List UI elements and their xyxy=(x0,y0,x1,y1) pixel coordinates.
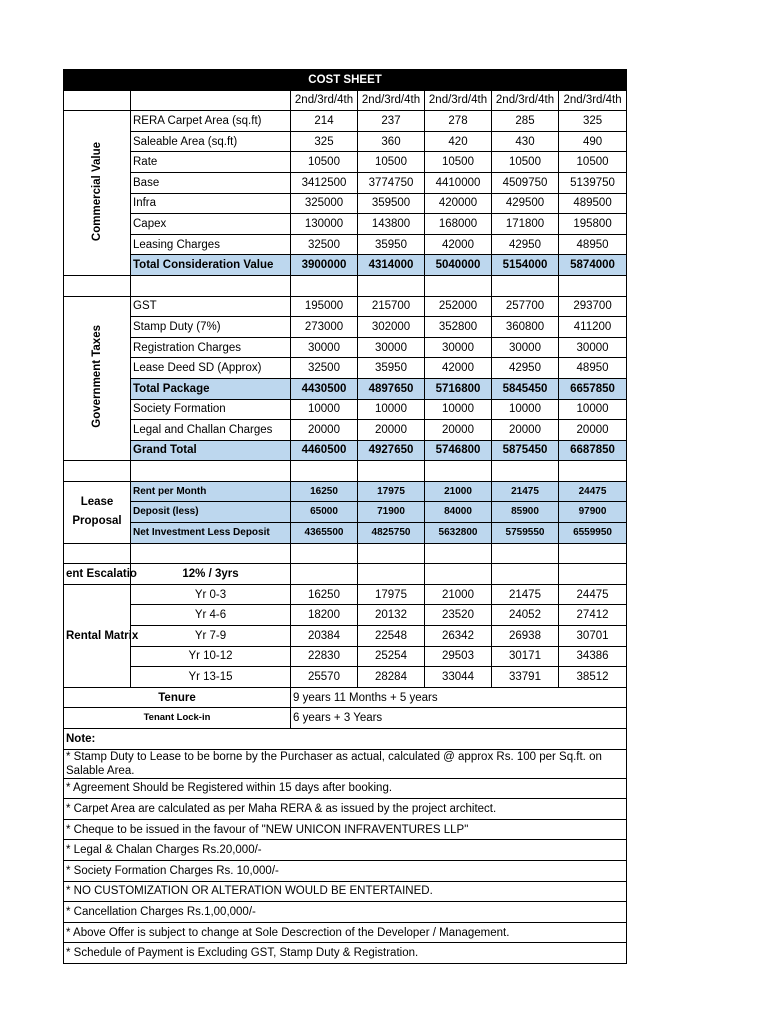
grand-total-row xyxy=(64,440,627,461)
value-cell: 23520 xyxy=(425,605,492,626)
value-cell: 24052 xyxy=(492,605,559,626)
value-cell: 25570 xyxy=(291,667,358,688)
note-row xyxy=(64,749,627,778)
value-cell: 28284 xyxy=(358,667,425,688)
value-cell: 4460500 xyxy=(291,440,358,461)
empty-cell xyxy=(559,543,627,564)
value-cell: 6687850 xyxy=(559,440,627,461)
value-cell: 5040000 xyxy=(425,255,492,276)
row-label: Registration Charges xyxy=(131,337,291,358)
note-item: * Cheque to be issued in the favour of "NEW UNICON INFRAVENTURES LLP" xyxy=(64,819,627,840)
row-label: Society Formation xyxy=(131,399,291,420)
value-cell: 6559950 xyxy=(559,523,627,544)
value-cell: 10500 xyxy=(291,152,358,173)
empty-cell xyxy=(358,543,425,564)
row-label: Yr 13-15 xyxy=(131,667,291,688)
empty-cell xyxy=(131,275,291,296)
value-cell: 84000 xyxy=(425,502,492,523)
note-item: * Agreement Should be Registered within 15 days after booking. xyxy=(64,778,627,799)
tenure-label: Tenure xyxy=(64,687,291,708)
value-cell: 30701 xyxy=(559,626,627,647)
column-header: 2nd/3rd/4th xyxy=(425,90,492,111)
total-package-row xyxy=(64,378,627,399)
value-cell: 21000 xyxy=(425,584,492,605)
escalation-value: 12% / 3yrs xyxy=(131,564,291,585)
value-cell: 20000 xyxy=(425,420,492,441)
note-item: * Above Offer is subject to change at Sole Descrection of the Developer / Management. xyxy=(64,922,627,943)
empty-cell xyxy=(492,543,559,564)
value-cell: 5632800 xyxy=(425,523,492,544)
value-cell: 4927650 xyxy=(358,440,425,461)
empty-cell xyxy=(64,275,131,296)
value-cell: 285 xyxy=(492,111,559,132)
other-charges-row xyxy=(64,399,627,420)
value-cell: 6657850 xyxy=(559,378,627,399)
value-cell: 17975 xyxy=(358,584,425,605)
empty-cell xyxy=(492,275,559,296)
row-label: RERA Carpet Area (sq.ft) xyxy=(131,111,291,132)
value-cell: 360800 xyxy=(492,317,559,338)
value-cell: 16250 xyxy=(291,481,358,502)
value-cell: 10500 xyxy=(358,152,425,173)
value-cell: 85900 xyxy=(492,502,559,523)
tenure-row xyxy=(64,687,627,708)
row-label: Yr 10-12 xyxy=(131,646,291,667)
empty-cell xyxy=(291,564,358,585)
value-cell: 3900000 xyxy=(291,255,358,276)
row-label: Yr 0-3 xyxy=(131,584,291,605)
value-cell: 4825750 xyxy=(358,523,425,544)
row-label: Legal and Challan Charges xyxy=(131,420,291,441)
value-cell: 33044 xyxy=(425,667,492,688)
header-row xyxy=(64,90,627,111)
government-row xyxy=(64,296,627,317)
empty-cell xyxy=(358,275,425,296)
rental-matrix-row xyxy=(64,584,627,605)
value-cell: 16250 xyxy=(291,584,358,605)
value-cell: 5875450 xyxy=(492,440,559,461)
empty-cell xyxy=(64,90,131,111)
value-cell: 20000 xyxy=(492,420,559,441)
lease-row xyxy=(64,502,627,523)
blank-row xyxy=(64,275,627,296)
value-cell: 21475 xyxy=(492,584,559,605)
row-label: Deposit (less) xyxy=(131,502,291,523)
row-label: Grand Total xyxy=(131,440,291,461)
empty-cell xyxy=(291,275,358,296)
value-cell: 24475 xyxy=(559,481,627,502)
value-cell: 489500 xyxy=(559,193,627,214)
value-cell: 10000 xyxy=(358,399,425,420)
lockin-label: Tenant Lock-in xyxy=(64,708,291,729)
value-cell: 38512 xyxy=(559,667,627,688)
note-row xyxy=(64,819,627,840)
value-cell: 27412 xyxy=(559,605,627,626)
empty-cell xyxy=(131,543,291,564)
column-header: 2nd/3rd/4th xyxy=(559,90,627,111)
rental-matrix-row xyxy=(64,605,627,626)
value-cell: 20000 xyxy=(559,420,627,441)
value-cell: 48950 xyxy=(559,234,627,255)
value-cell: 5759550 xyxy=(492,523,559,544)
row-label: Saleable Area (sq.ft) xyxy=(131,131,291,152)
value-cell: 278 xyxy=(425,111,492,132)
commercial-row xyxy=(64,234,627,255)
rental-matrix-row xyxy=(64,646,627,667)
value-cell: 97900 xyxy=(559,502,627,523)
row-label: Capex xyxy=(131,214,291,235)
empty-cell xyxy=(291,461,358,482)
value-cell: 25254 xyxy=(358,646,425,667)
value-cell: 20000 xyxy=(358,420,425,441)
empty-cell xyxy=(559,461,627,482)
note-row xyxy=(64,799,627,820)
commercial-row xyxy=(64,214,627,235)
value-cell: 4410000 xyxy=(425,172,492,193)
escalation-row xyxy=(64,564,627,585)
value-cell: 30000 xyxy=(358,337,425,358)
lockin-value: 6 years + 3 Years xyxy=(291,708,627,729)
value-cell: 430 xyxy=(492,131,559,152)
value-cell: 71900 xyxy=(358,502,425,523)
value-cell: 35950 xyxy=(358,234,425,255)
empty-cell xyxy=(492,461,559,482)
empty-cell xyxy=(358,564,425,585)
value-cell: 30000 xyxy=(425,337,492,358)
value-cell: 32500 xyxy=(291,234,358,255)
value-cell: 195000 xyxy=(291,296,358,317)
value-cell: 30171 xyxy=(492,646,559,667)
value-cell: 26342 xyxy=(425,626,492,647)
note-row xyxy=(64,840,627,861)
rental-matrix-row xyxy=(64,667,627,688)
row-label: Base xyxy=(131,172,291,193)
value-cell: 29503 xyxy=(425,646,492,667)
value-cell: 22548 xyxy=(358,626,425,647)
row-label: Lease Deed SD (Approx) xyxy=(131,358,291,379)
rental-matrix-label: Rental Matrix xyxy=(64,584,131,687)
value-cell: 17975 xyxy=(358,481,425,502)
value-cell: 10000 xyxy=(492,399,559,420)
value-cell: 214 xyxy=(291,111,358,132)
commercial-row xyxy=(64,172,627,193)
note-row xyxy=(64,778,627,799)
value-cell: 293700 xyxy=(559,296,627,317)
blank-row xyxy=(64,461,627,482)
empty-cell xyxy=(425,543,492,564)
value-cell: 4314000 xyxy=(358,255,425,276)
value-cell: 42950 xyxy=(492,234,559,255)
note-row xyxy=(64,902,627,923)
value-cell: 10500 xyxy=(559,152,627,173)
note-item: * Schedule of Payment is Excluding GST, Stamp Duty & Registration. xyxy=(64,943,627,964)
value-cell: 26938 xyxy=(492,626,559,647)
commercial-row xyxy=(64,131,627,152)
value-cell: 42000 xyxy=(425,358,492,379)
value-cell: 5139750 xyxy=(559,172,627,193)
note-item: * Society Formation Charges Rs. 10,000/- xyxy=(64,860,627,881)
empty-cell xyxy=(64,543,131,564)
commercial-section-label xyxy=(64,111,131,276)
empty-cell xyxy=(291,543,358,564)
value-cell: 4430500 xyxy=(291,378,358,399)
value-cell: 5716800 xyxy=(425,378,492,399)
row-label: Stamp Duty (7%) xyxy=(131,317,291,338)
note-row xyxy=(64,860,627,881)
value-cell: 33791 xyxy=(492,667,559,688)
value-cell: 35950 xyxy=(358,358,425,379)
value-cell: 32500 xyxy=(291,358,358,379)
value-cell: 168000 xyxy=(425,214,492,235)
value-cell: 5874000 xyxy=(559,255,627,276)
value-cell: 10000 xyxy=(559,399,627,420)
commercial-section-label-text: Commercial Value xyxy=(91,141,103,241)
value-cell: 325 xyxy=(291,131,358,152)
row-label: Yr 4-6 xyxy=(131,605,291,626)
value-cell: 4509750 xyxy=(492,172,559,193)
row-label: Net Investment Less Deposit xyxy=(131,523,291,544)
value-cell: 325000 xyxy=(291,193,358,214)
value-cell: 22830 xyxy=(291,646,358,667)
value-cell: 302000 xyxy=(358,317,425,338)
total-consideration-row xyxy=(64,255,627,276)
note-row xyxy=(64,922,627,943)
value-cell: 143800 xyxy=(358,214,425,235)
empty-cell xyxy=(425,275,492,296)
blank-row xyxy=(64,543,627,564)
value-cell: 30000 xyxy=(291,337,358,358)
escalation-label: ent Escalatio xyxy=(64,564,131,585)
value-cell: 42950 xyxy=(492,358,559,379)
value-cell: 420000 xyxy=(425,193,492,214)
value-cell: 42000 xyxy=(425,234,492,255)
value-cell: 4897650 xyxy=(358,378,425,399)
note-row xyxy=(64,881,627,902)
tenure-value: 9 years 11 Months + 5 years xyxy=(291,687,627,708)
column-header: 2nd/3rd/4th xyxy=(492,90,559,111)
value-cell: 3774750 xyxy=(358,172,425,193)
government-row xyxy=(64,358,627,379)
empty-cell xyxy=(358,461,425,482)
empty-cell xyxy=(425,564,492,585)
note-row xyxy=(64,943,627,964)
value-cell: 352800 xyxy=(425,317,492,338)
other-charges-row xyxy=(64,420,627,441)
value-cell: 20132 xyxy=(358,605,425,626)
empty-cell xyxy=(131,461,291,482)
empty-cell xyxy=(131,90,291,111)
value-cell: 18200 xyxy=(291,605,358,626)
lease-section-label: Lease Proposal xyxy=(64,481,131,543)
government-row xyxy=(64,337,627,358)
note-item: * Stamp Duty to Lease to be borne by the Purchaser as actual, calculated @ approx Rs. 100 per Sq.ft. on Salable Area. xyxy=(64,749,627,778)
value-cell: 10500 xyxy=(425,152,492,173)
value-cell: 130000 xyxy=(291,214,358,235)
value-cell: 215700 xyxy=(358,296,425,317)
value-cell: 5746800 xyxy=(425,440,492,461)
commercial-row xyxy=(64,193,627,214)
value-cell: 5845450 xyxy=(492,378,559,399)
value-cell: 420 xyxy=(425,131,492,152)
value-cell: 429500 xyxy=(492,193,559,214)
value-cell: 360 xyxy=(358,131,425,152)
value-cell: 273000 xyxy=(291,317,358,338)
value-cell: 30000 xyxy=(492,337,559,358)
row-label: Total Consideration Value xyxy=(131,255,291,276)
note-item: * Carpet Area are calculated as per Maha RERA & as issued by the project architect. xyxy=(64,799,627,820)
note-item: * Cancellation Charges Rs.1,00,000/- xyxy=(64,902,627,923)
row-label: Total Package xyxy=(131,378,291,399)
row-label: Rate xyxy=(131,152,291,173)
value-cell: 24475 xyxy=(559,584,627,605)
value-cell: 34386 xyxy=(559,646,627,667)
value-cell: 10000 xyxy=(425,399,492,420)
empty-cell xyxy=(559,564,627,585)
commercial-row xyxy=(64,111,627,132)
rental-matrix-row xyxy=(64,626,627,647)
value-cell: 5154000 xyxy=(492,255,559,276)
value-cell: 490 xyxy=(559,131,627,152)
government-section-label xyxy=(64,296,131,461)
value-cell: 257700 xyxy=(492,296,559,317)
empty-cell xyxy=(425,461,492,482)
empty-cell xyxy=(559,275,627,296)
cost-sheet-table xyxy=(63,69,627,964)
row-label: GST xyxy=(131,296,291,317)
value-cell: 21000 xyxy=(425,481,492,502)
lockin-row xyxy=(64,708,627,729)
value-cell: 10500 xyxy=(492,152,559,173)
empty-cell xyxy=(64,461,131,482)
notes-title-row xyxy=(64,729,627,750)
value-cell: 195800 xyxy=(559,214,627,235)
title-row xyxy=(64,70,627,91)
value-cell: 411200 xyxy=(559,317,627,338)
government-section-label-text: Government Taxes xyxy=(91,325,103,428)
lease-row xyxy=(64,523,627,544)
commercial-row xyxy=(64,152,627,173)
empty-cell xyxy=(492,564,559,585)
value-cell: 171800 xyxy=(492,214,559,235)
value-cell: 21475 xyxy=(492,481,559,502)
notes-title: Note: xyxy=(64,729,627,750)
value-cell: 325 xyxy=(559,111,627,132)
note-item: * NO CUSTOMIZATION OR ALTERATION WOULD BE ENTERTAINED. xyxy=(64,881,627,902)
column-header: 2nd/3rd/4th xyxy=(291,90,358,111)
value-cell: 3412500 xyxy=(291,172,358,193)
lease-row xyxy=(64,481,627,502)
sheet-title: COST SHEET xyxy=(64,70,627,91)
value-cell: 4365500 xyxy=(291,523,358,544)
value-cell: 252000 xyxy=(425,296,492,317)
value-cell: 30000 xyxy=(559,337,627,358)
note-item: * Legal & Chalan Charges Rs.20,000/- xyxy=(64,840,627,861)
row-label: Yr 7-9 xyxy=(131,626,291,647)
row-label: Rent per Month xyxy=(131,481,291,502)
value-cell: 20000 xyxy=(291,420,358,441)
value-cell: 359500 xyxy=(358,193,425,214)
government-row xyxy=(64,317,627,338)
value-cell: 20384 xyxy=(291,626,358,647)
row-label: Leasing Charges xyxy=(131,234,291,255)
column-header: 2nd/3rd/4th xyxy=(358,90,425,111)
value-cell: 10000 xyxy=(291,399,358,420)
value-cell: 65000 xyxy=(291,502,358,523)
value-cell: 237 xyxy=(358,111,425,132)
row-label: Infra xyxy=(131,193,291,214)
value-cell: 48950 xyxy=(559,358,627,379)
